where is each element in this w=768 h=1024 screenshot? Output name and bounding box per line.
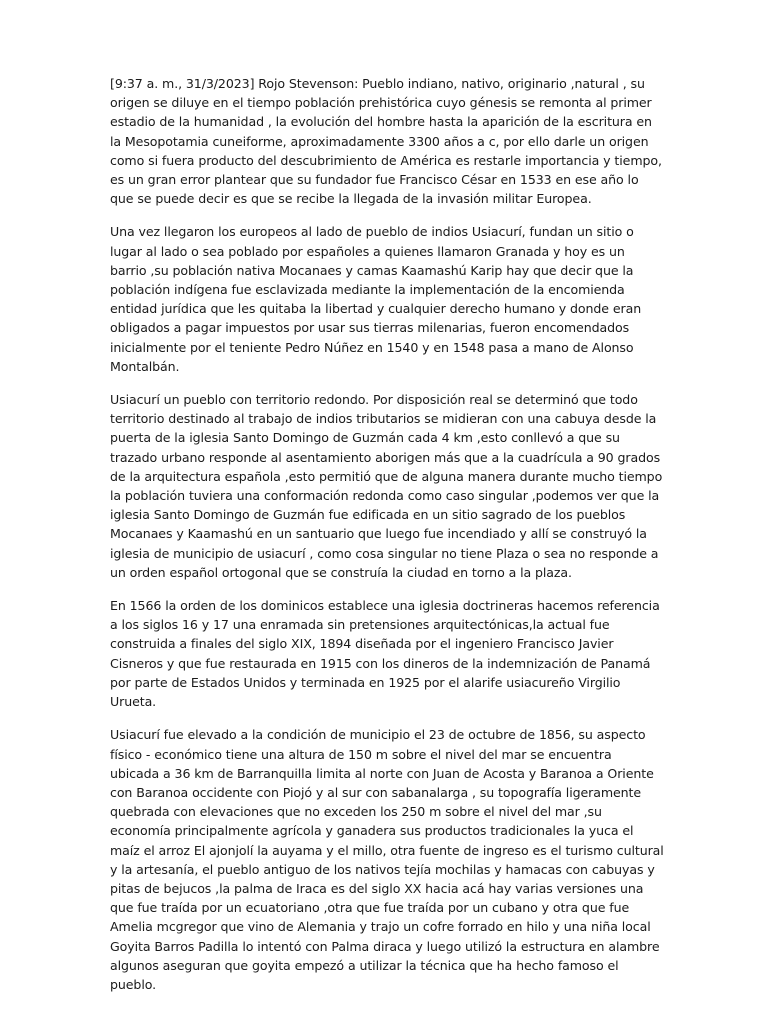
paragraph-1: [9:37 a. m., 31/3/2023] Rojo Stevenson: Pueblo indiano, nativo, originario ,natural , su origen se diluye en el tiempo población prehistórica cuyo génesis se remonta al primer estadio de la humanidad , la evolución del hombre hasta la aparición de la escritura en la Mesopotamia cuneiforme, aproximadamente 3300 años a c, por ello darle un origen como si fuera producto del descubrimiento de América es restarle importancia y tiempo, es un gran error plantear que su fundador fue Francisco César en 1533 en ese año lo que se puede decir es que se recibe la llegada de la invasión militar Europea. — [110, 76, 662, 207]
paragraph-5: Usiacurí fue elevado a la condición de municipio el 23 de octubre de 1856, su aspecto físico - económico tiene una altura de 150 m sobre el nivel del mar se encuentra ubicada a 36 km de Barranquilla limita al norte con Juan de Acosta y Baranoa a Oriente con Baranoa occidente con Piojó y al sur con sabanalarga , su topografía ligeramente quebrada con elevaciones que no exceden los 250 m sobre el nivel del mar ,su economía principalmente agrícola y ganadera sus productos tradicionales la yuca el maíz el arroz El ajonjolí la auyama y el millo, otra fuente de ingreso es el turismo cultural y la artesanía, el pueblo antiguo de los nativos tejía mochilas y hamacas con cabuyas y pitas de bejucos ,la palma de Iraca es del siglo XX hacia acá hay varias versiones una que fue traída por un ecuatoriano ,otra que fue traída por un cubano y otra que fue Amelia mcgregor que vino de Alemania y trajo un cofre forrado en hilo y una niña local Goyita Barros Padilla lo intentó con Palma diraca y luego utilizó la estructura en alambre algunos aseguran que goyita empezó a utilizar la técnica que ha hecho famoso el pueblo. — [110, 727, 664, 992]
paragraph-4: En 1566 la orden de los dominicos establece una iglesia doctrineras hacemos referencia a los siglos 16 y 17 una enramada sin pretensiones arquitectónicas,la actual fue construida a finales del siglo XIX, 1894 diseñada por el ingeniero Francisco Javier Cisneros y que fue restaurada en 1915 con los dineros de la indemnización de Panamá por parte de Estados Unidos y terminada en 1925 por el alarife usiacureño Virgilio Urueta. — [110, 598, 660, 710]
paragraph-2: Una vez llegaron los europeos al lado de pueblo de indios Usiacurí, fundan un sitio o lugar al lado o sea poblado por españoles a quienes llamaron Granada y hoy es un barrio ,su población nativa Mocanaes y camas Kaamashú Karip hay que decir que la población indígena fue esclavizada mediante la implementación de la encomienda entidad jurídica que les quitaba la libertad y cualquier derecho humano y donde eran obligados a pagar impuestos por usar sus tierras milenarias, fueron encomendados inicialmente por el teniente Pedro Núñez en 1540 y en 1548 pasa a mano de Alonso Montalbán. — [110, 224, 642, 374]
paragraph-3: Usiacurí un pueblo con territorio redondo. Por disposición real se determinó que todo territorio destinado al trabajo de indios tributarios se midieran con una cabuya desde la puerta de la iglesia Santo Domingo de Guzmán cada 4 km ,esto conllevó a que su trazado urbano responde al asentamiento aborigen más que a la cuadrícula a 90 grados de la arquitectura española ,esto permitió que de alguna manera durante mucho tiempo la población tuviera una conformación redonda como caso singular ,podemos ver que la iglesia Santo Domingo de Guzmán fue edificada en un sitio sagrado de los pueblos Mocanaes y Kaamashú en un santuario que luego fue incendiado y allí se construyó la iglesia de municipio de usiacurí , como cosa singular no tiene Plaza o sea no responde a un orden español ortogonal que se construía la ciudad en torno a la plaza. — [110, 392, 663, 580]
